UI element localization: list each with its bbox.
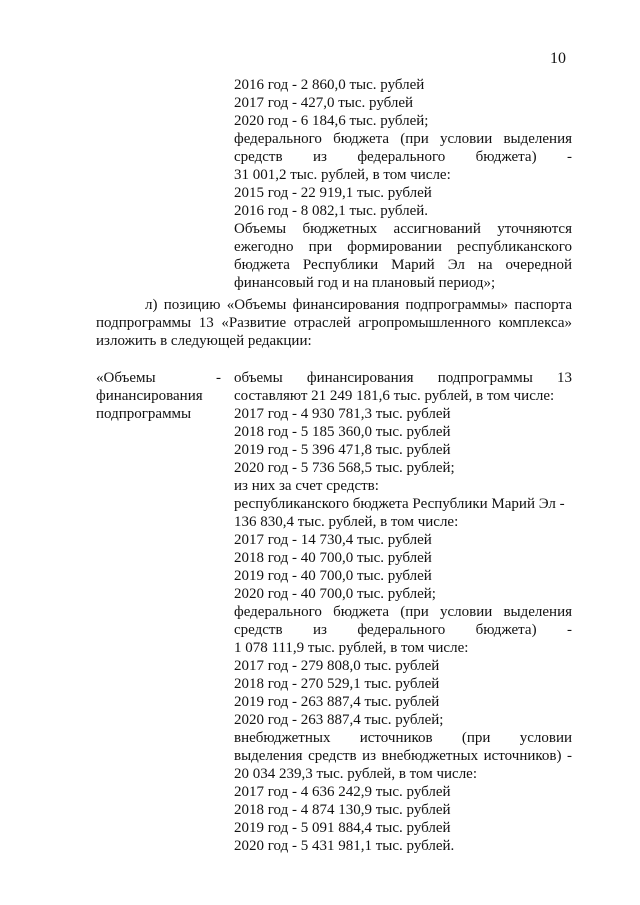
- financing-line: 2017 год - 4 930 781,3 тыс. рублей: [234, 406, 451, 422]
- budget-line: 2020 год - 6 184,6 тыс. рублей;: [234, 113, 429, 129]
- budget-line: 2016 год - 8 082,1 тыс. рублей.: [234, 203, 429, 219]
- financing-line: 1 078 111,9 тыс. рублей, в том числе:: [234, 640, 469, 656]
- financing-line: 2020 год - 5 431 981,1 тыс. рублей.: [234, 838, 455, 854]
- note-line: ежегодно при формировании республиканского: [234, 239, 572, 255]
- paragraph-line: изложить в следующей редакции:: [96, 333, 312, 349]
- position-label: финансирования: [96, 388, 203, 404]
- financing-line: 136 830,4 тыс. рублей, в том числе:: [234, 514, 459, 530]
- financing-line: 2020 год - 263 887,4 тыс. рублей;: [234, 712, 444, 728]
- financing-line: федерального бюджета (при условии выделения: [234, 604, 572, 620]
- financing-line: объемы финансирования подпрограммы 13: [234, 370, 572, 386]
- financing-line: из них за счет средств:: [234, 478, 379, 494]
- financing-line: 2019 год - 40 700,0 тыс. рублей: [234, 568, 432, 584]
- budget-line: 2017 год - 427,0 тыс. рублей: [234, 95, 414, 111]
- note-line: финансовый год и на плановый период»;: [234, 275, 496, 291]
- financing-line: 2019 год - 263 887,4 тыс. рублей: [234, 694, 440, 710]
- financing-line: 2018 год - 4 874 130,9 тыс. рублей: [234, 802, 451, 818]
- financing-line: составляют 21 249 181,6 тыс. рублей, в том числе:: [234, 388, 555, 404]
- financing-line: 2017 год - 14 730,4 тыс. рублей: [234, 532, 432, 548]
- page-number: 10: [550, 50, 566, 67]
- financing-line: внебюджетных источников (при условии: [234, 730, 572, 746]
- financing-line: 2018 год - 40 700,0 тыс. рублей: [234, 550, 432, 566]
- financing-line: 2018 год - 270 529,1 тыс. рублей: [234, 676, 440, 692]
- financing-line: 2017 год - 4 636 242,9 тыс. рублей: [234, 784, 451, 800]
- budget-line: 2015 год - 22 919,1 тыс. рублей: [234, 185, 432, 201]
- financing-line: выделения средств из внебюджетных источников) -: [234, 748, 572, 764]
- budget-line: 31 001,2 тыс. рублей, в том числе:: [234, 167, 451, 183]
- budget-line: федерального бюджета (при условии выделения: [234, 131, 572, 147]
- label-dash: -: [216, 370, 221, 386]
- financing-line: 2018 год - 5 185 360,0 тыс. рублей: [234, 424, 451, 440]
- budget-line: средств из федерального бюджета) -: [234, 149, 572, 165]
- position-label: «Объемы: [96, 370, 156, 386]
- financing-line: 2019 год - 5 091 884,4 тыс. рублей: [234, 820, 451, 836]
- position-label: подпрограммы: [96, 406, 192, 422]
- paragraph-line: подпрограммы 13 «Развитие отраслей агропромышленного комплекса»: [96, 315, 572, 331]
- financing-line: 2020 год - 40 700,0 тыс. рублей;: [234, 586, 436, 602]
- financing-line: 20 034 239,3 тыс. рублей, в том числе:: [234, 766, 478, 782]
- financing-line: 2020 год - 5 736 568,5 тыс. рублей;: [234, 460, 455, 476]
- note-line: бюджета Республики Марий Эл на очередной: [234, 257, 572, 273]
- financing-line: республиканского бюджета Республики Марий Эл -: [234, 496, 565, 512]
- budget-line: 2016 год - 2 860,0 тыс. рублей: [234, 77, 425, 93]
- note-line: Объемы бюджетных ассигнований уточняются: [234, 221, 572, 237]
- financing-line: 2019 год - 5 396 471,8 тыс. рублей: [234, 442, 451, 458]
- financing-line: средств из федерального бюджета) -: [234, 622, 572, 638]
- financing-line: 2017 год - 279 808,0 тыс. рублей: [234, 658, 440, 674]
- paragraph-line: л) позицию «Объемы финансирования подпрограммы» паспорта: [145, 297, 572, 313]
